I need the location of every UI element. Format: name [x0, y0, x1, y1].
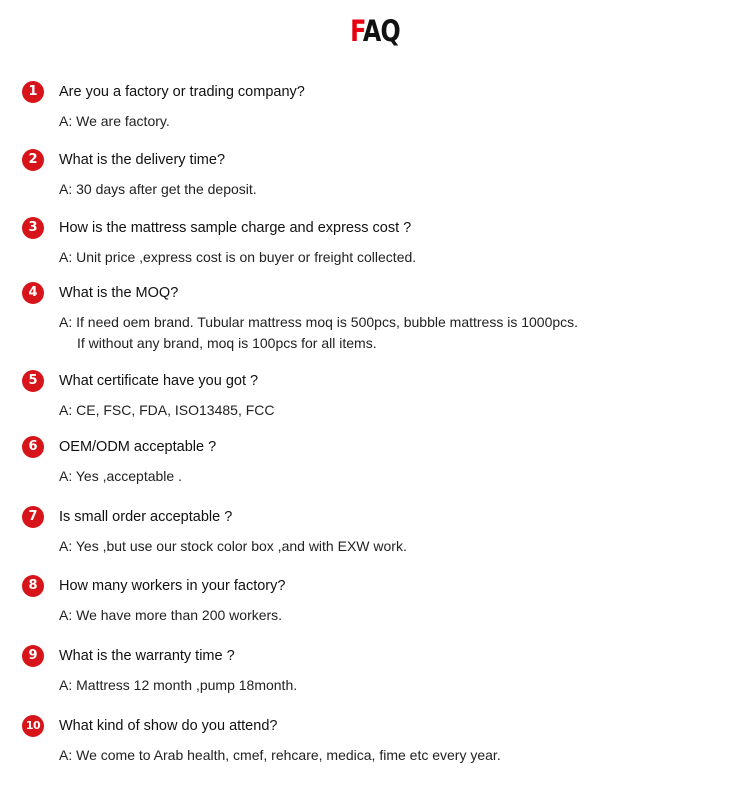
- answer-text: A: 30 days after get the deposit.: [59, 181, 257, 197]
- title-first-letter: F: [350, 14, 363, 48]
- number-badge: 4: [22, 282, 44, 304]
- question-text: What certificate have you got ?: [59, 373, 259, 389]
- number-badge: 10: [22, 715, 44, 737]
- question-text: What is the warranty time ?: [59, 648, 235, 664]
- answer-text: A: Unit price ,express cost is on buyer or freight collected.: [59, 249, 417, 265]
- answer-text: A: If need oem brand. Tubular mattress moq is 500pcs, bubble mattress is 1000pcs.: [59, 314, 579, 330]
- question-text: Are you a factory or trading company?: [59, 84, 305, 100]
- number-badge: 9: [22, 645, 44, 667]
- answer-text: A: CE, FSC, FDA, ISO13485, FCC: [59, 402, 275, 418]
- answer-text: A: Mattress 12 month ,pump 18month.: [59, 677, 298, 693]
- question-text: What is the MOQ?: [59, 285, 179, 301]
- question-text: What kind of show do you attend?: [59, 718, 278, 734]
- answer-text: A: Yes ,but use our stock color box ,and with EXW work.: [59, 538, 407, 554]
- title-rest: AQ: [362, 14, 400, 48]
- page-title: [68, 14, 683, 48]
- number-badge: 6: [22, 436, 44, 458]
- answer-text-continued: If without any brand, moq is 100pcs for all items.: [77, 335, 377, 351]
- question-text: Is small order acceptable ?: [59, 509, 233, 525]
- number-badge: 7: [22, 506, 44, 528]
- answer-text: A: We are factory.: [59, 113, 170, 129]
- question-text: What is the delivery time?: [59, 152, 226, 168]
- question-text: How many workers in your factory?: [59, 578, 286, 594]
- answer-text: A: We come to Arab health, cmef, rehcare, medica, fime etc every year.: [59, 747, 501, 763]
- answer-text: A: We have more than 200 workers.: [59, 607, 283, 623]
- number-badge: 3: [22, 217, 44, 239]
- number-badge: 2: [22, 149, 44, 171]
- number-badge: 8: [22, 575, 44, 597]
- question-text: How is the mattress sample charge and express cost ?: [59, 220, 412, 236]
- answer-text: A: Yes ,acceptable .: [59, 468, 182, 484]
- number-badge: 1: [22, 81, 44, 103]
- question-text: OEM/ODM acceptable ?: [59, 439, 217, 455]
- number-badge: 5: [22, 370, 44, 392]
